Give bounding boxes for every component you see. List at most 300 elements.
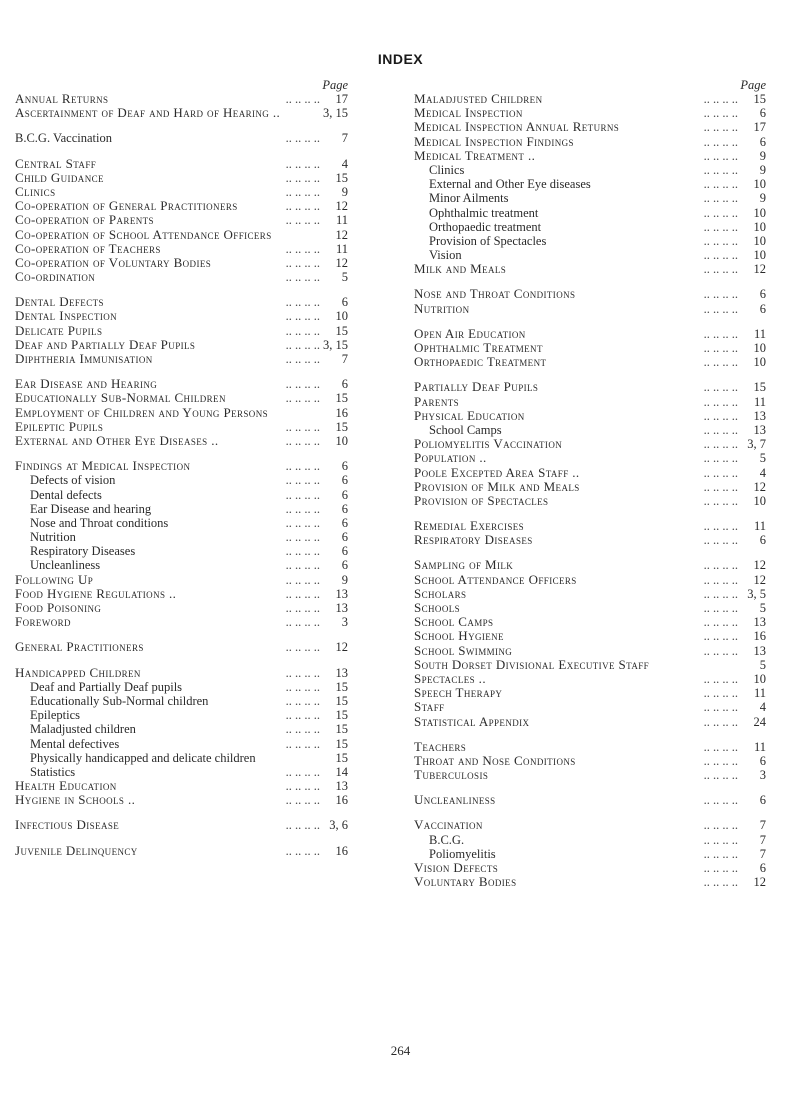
entry-page-number: 15 <box>335 679 348 694</box>
leader-dots: .. .. .. .. <box>285 693 320 708</box>
entry-page-number: 13 <box>753 643 766 658</box>
leader-dots: .. .. .. .. <box>703 861 738 875</box>
entry-page-number: 7 <box>759 832 766 847</box>
entry-label: Co-operation of General Practitioners <box>15 198 238 214</box>
entry-label: Statistical Appendix <box>414 713 530 729</box>
entry-page-number: 12 <box>335 199 348 214</box>
index-entry <box>414 875 766 889</box>
entry-label: Statistics <box>30 764 76 779</box>
entry-page-number: 6 <box>341 501 348 516</box>
leader-dots: .. .. .. .. <box>703 394 738 409</box>
index-entry <box>414 672 766 686</box>
index-subentry <box>15 765 348 779</box>
entry-page-number: 6 <box>341 459 348 474</box>
leader-dots: .. .. .. .. <box>285 199 320 214</box>
entry-page-number: 6 <box>341 487 348 502</box>
index-entry <box>15 459 348 473</box>
entry-label: Epileptic Pupils <box>15 418 104 434</box>
index-entry <box>15 256 348 270</box>
leader-dots: .. .. .. .. <box>285 764 320 779</box>
entry-label: Voluntary Bodies <box>414 874 517 890</box>
entry-label: School Hygiene <box>414 628 504 644</box>
entry-page-number: 5 <box>341 270 348 285</box>
index-entry <box>15 295 348 309</box>
leader-dots: .. .. .. .. <box>285 352 320 366</box>
entry-page-number: 9 <box>759 162 766 177</box>
entry-label: Poliomyelitis <box>429 846 496 861</box>
index-entry <box>414 149 766 163</box>
entry-label: Poliomyelitis Vaccination <box>414 436 563 452</box>
entry-label: Maladjusted children <box>30 722 136 737</box>
entry-page-number: 15 <box>335 750 348 765</box>
index-column-right <box>414 78 766 889</box>
index-entry <box>15 185 348 199</box>
index-entry <box>15 106 348 120</box>
entry-label: School Camps <box>429 422 502 437</box>
leader-dots: .. .. .. .. <box>703 248 738 263</box>
leader-dots: .. .. .. .. <box>285 433 320 448</box>
entry-label: Provision of Milk and Meals <box>414 478 580 494</box>
index-entry <box>414 92 766 106</box>
entry-label: Sampling of Milk <box>414 557 514 573</box>
entry-label: Handicapped Children <box>15 664 141 680</box>
entry-page-number: 13 <box>335 601 348 615</box>
entry-page-number: 6 <box>759 533 766 548</box>
entry-page-number: 3 <box>341 615 348 630</box>
index-entry <box>15 338 348 352</box>
entry-label: Co-ordination <box>15 269 96 285</box>
leader-dots: .. .. .. .. <box>285 779 320 794</box>
entry-page-number: 12 <box>753 479 766 494</box>
entry-label: Employment of Children and Young Persons <box>15 404 269 420</box>
leader-dots: .. .. .. .. <box>285 295 320 310</box>
page-column-heading: Page <box>740 78 766 92</box>
entry-label: Uncleanliness <box>414 792 496 808</box>
leader-dots: .. .. .. .. <box>703 586 738 601</box>
entry-label: Food Hygiene Regulations .. <box>15 585 177 601</box>
entry-label: Clinics <box>15 183 56 199</box>
entry-page-number: 4 <box>759 465 766 480</box>
entry-label: Population .. <box>414 450 487 466</box>
entry-label: Dental Inspection <box>15 308 118 324</box>
leader-dots: .. .. .. .. <box>703 162 738 177</box>
index-entry <box>414 409 766 423</box>
leader-dots: .. .. .. .. <box>703 714 738 729</box>
leader-dots: .. .. .. .. <box>703 700 738 715</box>
leader-dots: .. .. .. .. <box>703 671 738 686</box>
leader-dots: .. .. .. .. <box>703 846 738 861</box>
leader-dots: .. .. .. .. <box>285 377 320 392</box>
leader-dots: .. .. .. .. <box>285 679 320 694</box>
entry-label: Uncleanliness <box>30 558 101 573</box>
entry-label: Parents <box>414 393 460 409</box>
leader-dots: .. .. .. .. <box>285 391 320 406</box>
leader-dots: .. .. .. .. <box>703 134 738 149</box>
index-entry <box>414 700 766 714</box>
index-entry <box>15 406 348 420</box>
entry-page-number: 12 <box>335 255 348 270</box>
entry-page-number: 16 <box>335 793 348 808</box>
leader-dots: .. .. .. .. <box>285 586 320 601</box>
leader-dots: .. .. .. .. <box>703 493 738 508</box>
leader-dots: .. .. .. .. <box>285 309 320 324</box>
entry-page-number: 5 <box>759 601 766 615</box>
leader-dots: .. .. .. .. <box>285 558 320 573</box>
leader-dots: .. .. .. .. <box>285 255 320 270</box>
leader-dots: .. .. .. .. <box>285 213 320 228</box>
leader-dots: .. .. .. .. <box>703 572 738 587</box>
entry-page-number: 15 <box>335 708 348 723</box>
entry-label: Juvenile Delinquency <box>15 842 138 858</box>
entry-page-number: 11 <box>335 241 348 256</box>
entry-page-number: 6 <box>341 544 348 559</box>
entry-label: General Practitioners <box>15 639 144 655</box>
entry-label: Deaf and Partially Deaf Pupils <box>15 336 196 352</box>
entry-page-number: 9 <box>341 184 348 199</box>
index-entry <box>414 355 766 369</box>
leader-dots: .. .. .. .. <box>285 241 320 256</box>
index-entry <box>15 171 348 185</box>
leader-dots: .. .. .. .. <box>285 722 320 737</box>
entry-page-number: 10 <box>753 671 766 686</box>
leader-dots: .. .. .. .. <box>703 233 738 248</box>
entry-label: Ear Disease and Hearing <box>15 376 158 392</box>
entry-label: Hygiene in Schools .. <box>15 792 136 808</box>
index-entry <box>414 793 766 807</box>
entry-page-number: 13 <box>335 665 348 680</box>
entry-page-number: 10 <box>753 219 766 234</box>
index-entry <box>414 658 766 672</box>
entry-page-number: 6 <box>759 287 766 302</box>
index-entry <box>414 380 766 394</box>
leader-dots: .. .. .. .. <box>285 843 320 858</box>
leader-dots: .. .. .. .. <box>285 487 320 502</box>
entry-page-number: 10 <box>335 433 348 448</box>
entry-page-number: 15 <box>335 170 348 185</box>
entry-label: External and Other Eye diseases <box>429 177 591 192</box>
entry-page-number: 6 <box>341 473 348 488</box>
index-entry <box>414 601 766 615</box>
entry-page-number: 17 <box>335 92 348 106</box>
leader-dots: .. .. .. .. <box>285 92 320 106</box>
entry-page-number: 11 <box>753 686 766 701</box>
entry-label: Ascertainment of Deaf and Hard of Hearing .. <box>15 105 281 121</box>
index-entry <box>414 451 766 465</box>
entry-page-number: 7 <box>341 131 348 146</box>
leader-dots: .. .. .. .. <box>703 832 738 847</box>
entry-label: Open Air Education <box>414 325 526 341</box>
leader-dots: .. .. .. .. <box>285 736 320 751</box>
entry-label: Teachers <box>414 738 467 754</box>
leader-dots: .. .. .. .. <box>285 665 320 680</box>
index-entry <box>15 601 348 615</box>
index-entry <box>414 106 766 120</box>
entry-label: Medical Inspection Annual Returns <box>414 119 620 135</box>
leader-dots: .. .. .. .. <box>285 515 320 530</box>
index-entry <box>15 131 348 145</box>
leader-dots: .. .. .. .. <box>703 120 738 135</box>
entry-label: Provision of Spectacles <box>414 492 549 508</box>
leader-dots: .. .. .. .. <box>703 205 738 220</box>
index-entry <box>414 740 766 754</box>
entry-label: Educationally Sub-Normal Children <box>15 390 226 406</box>
entry-page-number: 3, 5 <box>747 586 766 601</box>
entry-label: Respiratory Diseases <box>414 532 533 548</box>
entry-page-number: 10 <box>753 248 766 263</box>
index-subentry <box>15 694 348 708</box>
entry-label: Nutrition <box>414 300 470 316</box>
entry-label: Spectacles .. <box>414 670 486 686</box>
leader-dots: .. .. .. .. <box>703 818 738 833</box>
index-entry <box>15 228 348 242</box>
leader-dots: .. .. .. .. <box>285 270 320 285</box>
index-subentry <box>15 544 348 558</box>
entry-page-number: 12 <box>753 558 766 573</box>
entry-label: Throat and Nose Conditions <box>414 752 576 768</box>
entry-page-number: 15 <box>335 736 348 751</box>
leader-dots: .. .. .. .. <box>703 301 738 316</box>
index-entry <box>414 480 766 494</box>
leader-dots: .. .. .. .. <box>285 156 320 171</box>
entry-page-number: 9 <box>759 148 766 163</box>
entry-page-number: 13 <box>335 586 348 601</box>
index-entry <box>414 302 766 316</box>
leader-dots: .. .. .. .. <box>285 419 320 434</box>
entry-page-number: 6 <box>759 753 766 768</box>
index-entry <box>15 779 348 793</box>
index-entry <box>414 573 766 587</box>
index-entry <box>414 341 766 355</box>
leader-dots: .. .. .. .. <box>703 326 738 341</box>
leader-dots: .. .. .. .. <box>285 544 320 559</box>
index-entry <box>414 327 766 341</box>
entry-page-number: 13 <box>753 408 766 423</box>
entry-label: Food Poisoning <box>15 600 102 615</box>
index-subentry <box>15 737 348 751</box>
entry-page-number: 7 <box>341 352 348 366</box>
leader-dots: .. .. .. .. <box>703 148 738 163</box>
entry-page-number: 16 <box>753 629 766 644</box>
leader-dots: .. .. .. .. <box>703 380 738 395</box>
entry-page-number: 6 <box>341 377 348 392</box>
index-entry <box>15 793 348 807</box>
leader-dots: .. .. .. .. <box>703 341 738 355</box>
index-entry <box>15 270 348 284</box>
index-subentry <box>15 751 348 765</box>
entry-page-number: 6 <box>341 515 348 530</box>
index-subentry <box>15 473 348 487</box>
leader-dots: .. .. .. .. <box>285 501 320 516</box>
entry-label: Vision <box>429 248 462 263</box>
index-subentry <box>15 680 348 694</box>
index-entry <box>15 818 348 832</box>
leader-dots: .. .. .. .. <box>703 753 738 768</box>
entry-label: Orthopaedic Treatment <box>414 354 547 370</box>
entry-page-number: 3, 7 <box>747 437 766 452</box>
leader-dots: .. .. .. .. <box>285 793 320 808</box>
entry-label: Ophthalmic Treatment <box>414 340 543 355</box>
entry-label: Clinics <box>429 162 465 177</box>
entry-label: B.C.G. <box>429 832 465 847</box>
index-entry <box>15 242 348 256</box>
entry-page-number: 3, 15 <box>323 106 348 121</box>
index-entry <box>414 262 766 276</box>
entry-label: Annual Returns <box>15 91 109 106</box>
leader-dots: .. .. .. .. <box>703 739 738 754</box>
leader-dots: .. .. .. .. <box>285 615 320 630</box>
entry-label: Epileptics <box>30 708 80 723</box>
entry-label: Nose and Throat Conditions <box>414 286 576 302</box>
index-subentry <box>15 722 348 736</box>
entry-page-number: 13 <box>753 615 766 630</box>
entry-label: Schools <box>414 600 461 615</box>
leader-dots: .. .. .. .. <box>703 106 738 121</box>
index-entry <box>15 352 348 366</box>
entry-label: Educationally Sub-Normal children <box>30 693 209 708</box>
entry-page-number: 13 <box>753 422 766 437</box>
index-entry <box>414 861 766 875</box>
entry-label: Remedial Exercises <box>414 518 525 534</box>
entry-label: Delicate Pupils <box>15 322 103 338</box>
entry-label: Provision of Spectacles <box>429 233 547 248</box>
entry-page-number: 11 <box>753 739 766 754</box>
entry-label: School Swimming <box>414 642 513 658</box>
index-entry <box>15 157 348 171</box>
leader-dots: .. .. .. .. <box>703 408 738 423</box>
entry-label: School Camps <box>414 614 494 630</box>
entry-label: Maladjusted Children <box>414 91 543 106</box>
entry-page-number: 4 <box>341 156 348 171</box>
index-column-left <box>15 78 348 858</box>
entry-label: Findings at Medical Inspection <box>15 458 191 474</box>
entry-label: B.C.G. Vaccination <box>15 131 112 146</box>
entry-page-number: 15 <box>335 419 348 434</box>
entry-label: Diphtheria Immunisation <box>15 351 153 366</box>
index-entry <box>414 437 766 451</box>
entry-label: Mental defectives <box>30 736 120 751</box>
entry-page-number: 11 <box>335 213 348 228</box>
entry-page-number: 12 <box>753 572 766 587</box>
entry-label: Medical Treatment .. <box>414 147 536 163</box>
leader-dots: .. .. .. .. <box>285 337 320 352</box>
entry-label: Partially Deaf Pupils <box>414 379 539 395</box>
entry-label: Vision Defects <box>414 860 499 875</box>
entry-page-number: 10 <box>753 355 766 370</box>
entry-label: Staff <box>414 699 445 715</box>
entry-page-number: 12 <box>335 640 348 655</box>
entry-label: Co-operation of Teachers <box>15 240 161 256</box>
index-entry <box>414 395 766 409</box>
index-entry <box>15 666 348 680</box>
entry-page-number: 12 <box>753 262 766 277</box>
entry-label: Foreword <box>15 614 71 630</box>
page-number: 264 <box>390 1043 411 1058</box>
entry-page-number: 9 <box>759 191 766 206</box>
entry-label: Defects of vision <box>30 473 116 488</box>
entry-page-number: 6 <box>759 793 766 808</box>
index-subentry <box>414 206 766 220</box>
leader-dots: .. .. .. .. <box>703 533 738 548</box>
index-subentry <box>15 488 348 502</box>
index-subentry <box>15 516 348 530</box>
index-entry <box>15 92 348 106</box>
index-subentry <box>414 220 766 234</box>
entry-page-number: 24 <box>753 714 766 729</box>
entry-page-number: 10 <box>753 493 766 508</box>
leader-dots: .. .. .. .. <box>703 875 738 890</box>
entry-page-number: 7 <box>759 846 766 861</box>
index-subentry <box>414 191 766 205</box>
leader-dots: .. .. .. .. <box>703 519 738 534</box>
entry-label: Minor Ailments <box>429 191 509 206</box>
leader-dots: .. .. .. .. <box>285 818 320 833</box>
entry-label: Dental defects <box>30 487 102 502</box>
index-entry <box>414 558 766 572</box>
index-entry <box>15 377 348 391</box>
entry-page-number: 6 <box>341 558 348 573</box>
entry-label: Medical Inspection Findings <box>414 133 574 149</box>
index-subentry <box>414 423 766 437</box>
entry-page-number: 6 <box>759 134 766 149</box>
entry-page-number: 11 <box>753 394 766 409</box>
entry-label: Co-operation of Parents <box>15 212 154 228</box>
entry-label: Dental Defects <box>15 294 104 310</box>
entry-label: Nutrition <box>30 530 76 545</box>
index-entry <box>414 466 766 480</box>
index-entry <box>414 818 766 832</box>
entry-label: Orthopaedic treatment <box>429 219 542 234</box>
leader-dots: .. .. .. .. <box>285 530 320 545</box>
entry-page-number: 7 <box>759 818 766 833</box>
leader-dots: .. .. .. .. <box>703 262 738 277</box>
index-entry <box>414 768 766 782</box>
leader-dots: .. .. .. .. <box>703 465 738 480</box>
leader-dots: .. .. .. .. <box>703 191 738 206</box>
index-entries-left <box>15 92 348 858</box>
leader-dots: .. .. .. .. <box>285 184 320 199</box>
entry-page-number: 3, 6 <box>329 818 348 833</box>
index-subentry <box>414 177 766 191</box>
leader-dots: .. .. .. .. <box>703 92 738 106</box>
entry-label: Respiratory Diseases <box>30 544 136 559</box>
entry-label: Physical Education <box>414 407 525 423</box>
index-entry <box>15 434 348 448</box>
index-entry <box>414 587 766 601</box>
entry-page-number: 10 <box>335 309 348 324</box>
leader-dots: .. .. .. .. <box>285 601 320 615</box>
entry-label: Deaf and Partially Deaf pupils <box>30 679 183 694</box>
leader-dots: .. .. .. .. <box>285 708 320 723</box>
index-entry <box>414 519 766 533</box>
leader-dots: .. .. .. .. <box>703 479 738 494</box>
leader-dots: .. .. .. .. <box>703 793 738 808</box>
entry-page-number: 10 <box>753 205 766 220</box>
entry-label: Health Education <box>15 778 117 794</box>
index-entry <box>414 644 766 658</box>
leader-dots: .. .. .. .. <box>285 131 320 146</box>
entry-label: Poole Excepted Area Staff .. <box>414 464 580 480</box>
index-subentry <box>414 847 766 861</box>
leader-dots: .. .. .. .. <box>285 473 320 488</box>
index-entry <box>414 533 766 547</box>
entry-page-number: 12 <box>753 875 766 890</box>
index-title: INDEX <box>377 51 424 67</box>
index-entry <box>15 391 348 405</box>
entry-label: Medical Inspection <box>414 105 523 121</box>
entry-label: Vaccination <box>414 817 483 833</box>
leader-dots: .. .. .. .. <box>703 437 738 452</box>
entry-page-number: 15 <box>335 722 348 737</box>
